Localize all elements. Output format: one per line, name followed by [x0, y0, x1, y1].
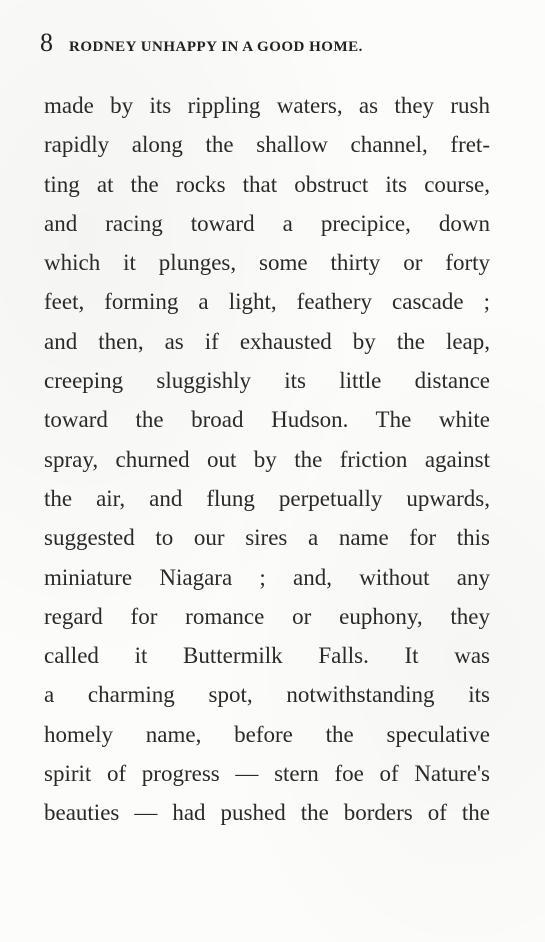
text-line: a charming spot, notwithstanding its: [44, 682, 490, 708]
text-line: beauties — had pushed the borders of the: [44, 800, 490, 826]
text-line: creeping sluggishly its little distance: [44, 368, 490, 394]
body-text: [44, 86, 490, 833]
text-line: made by its rippling waters, as they rush: [44, 93, 490, 118]
text-line: which it plunges, some thirty or forty: [44, 250, 490, 276]
text-line: regard for romance or euphony, they: [44, 603, 490, 629]
text-line: the air, and flung perpetually upwards,: [44, 485, 490, 511]
text-line: ting at the rocks that obstruct its course,: [44, 171, 490, 197]
text-line: rapidly along the shallow channel, fret-: [44, 132, 490, 158]
page-number: 8: [40, 28, 53, 57]
running-head: RODNEY UNHAPPY IN A GOOD HOME.: [69, 39, 363, 55]
text-line: toward the broad Hudson. The white: [44, 407, 490, 433]
text-line: suggested to our sires a name for this: [44, 525, 490, 551]
text-line: miniature Niagara ; and, without any: [44, 564, 490, 590]
page-header: [40, 26, 505, 60]
text-line: spirit of progress — stern foe of Nature's: [44, 761, 490, 787]
text-line: and then, as if exhausted by the leap,: [44, 328, 490, 354]
text-line: called it Buttermilk Falls. It was: [44, 643, 490, 669]
text-line: and racing toward a precipice, down: [44, 210, 490, 236]
text-line: feet, forming a light, feathery cascade ;: [44, 289, 490, 315]
text-line: spray, churned out by the friction against: [44, 446, 490, 472]
text-line: homely name, before the speculative: [44, 721, 490, 747]
